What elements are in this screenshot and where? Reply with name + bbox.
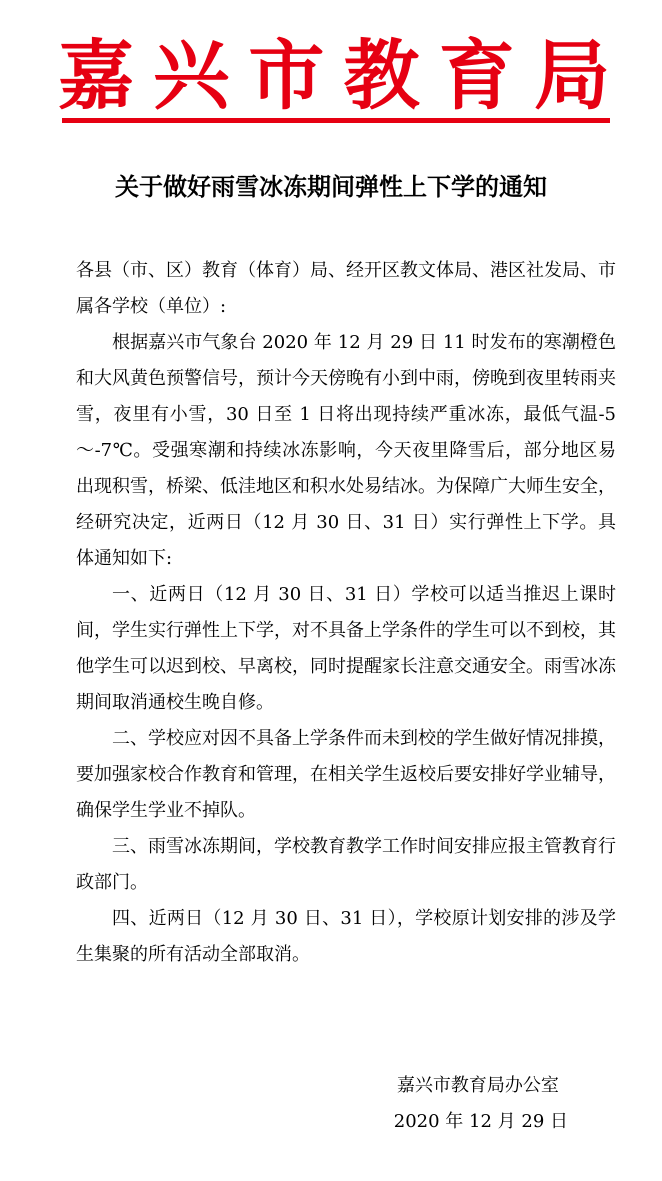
paragraph-item-2: 二、学校应对因不具备上学条件而未到校的学生做好情况排摸，要加强家校合作教育和管理，在相关学生返校后要安排好学业辅导，确保学生学业不掉队。 [76, 728, 616, 821]
paragraph-item-4: 四、近两日（12 月 30 日、31 日），学校原计划安排的涉及学生集聚的所有活动全部取消。 [76, 908, 616, 965]
notice-title: 关于做好雨雪冰冻期间弹性上下学的通知 [115, 172, 547, 201]
notice-body [76, 253, 616, 973]
salutation: 各县（市、区）教育（体育）局、经开区教文体局、港区社发局、市属各学校（单位）: [76, 260, 616, 317]
red-header-rule [62, 118, 610, 123]
paragraph-item-3: 三、雨雪冰冻期间，学校教育教学工作时间安排应报主管教育行政部门。 [76, 836, 616, 893]
issue-date: 2020 年 12 月 29 日 [393, 1111, 568, 1132]
paragraph-background: 根据嘉兴市气象台 2020 年 12 月 29 日 11 时发布的寒潮橙色和大风黄色预警信号，预计今天傍晚有小到中雨，傍晚到夜里转雨夹雪，夜里有小雪，30 日至 1 日将出现持续严重冰冻，最低气温-5～-7℃。受强寒潮和持续冰冻影响，今天夜里降雪后，部分地区易出现积雪，桥梁、低洼地区和积水处易结冰。为保障广大师生安全，经研究决定，近两日（12 月 30 日、31 日）实行弹性上下学。具体通知如下: [76, 332, 616, 569]
signature-block [393, 1068, 568, 1140]
issuer-name: 嘉兴市教育局办公室 [396, 1075, 559, 1096]
paragraph-item-1: 一、近两日（12 月 30 日、31 日）学校可以适当推迟上课时间，学生实行弹性上下学，对不具备上学条件的学生可以不到校，其他学生可以迟到校、早离校，同时提醒家长注意交通安全。雨雪冰冻期间取消通校生晚自修。 [76, 584, 616, 713]
issuing-authority-header: 嘉兴市教育局 [58, 34, 610, 118]
